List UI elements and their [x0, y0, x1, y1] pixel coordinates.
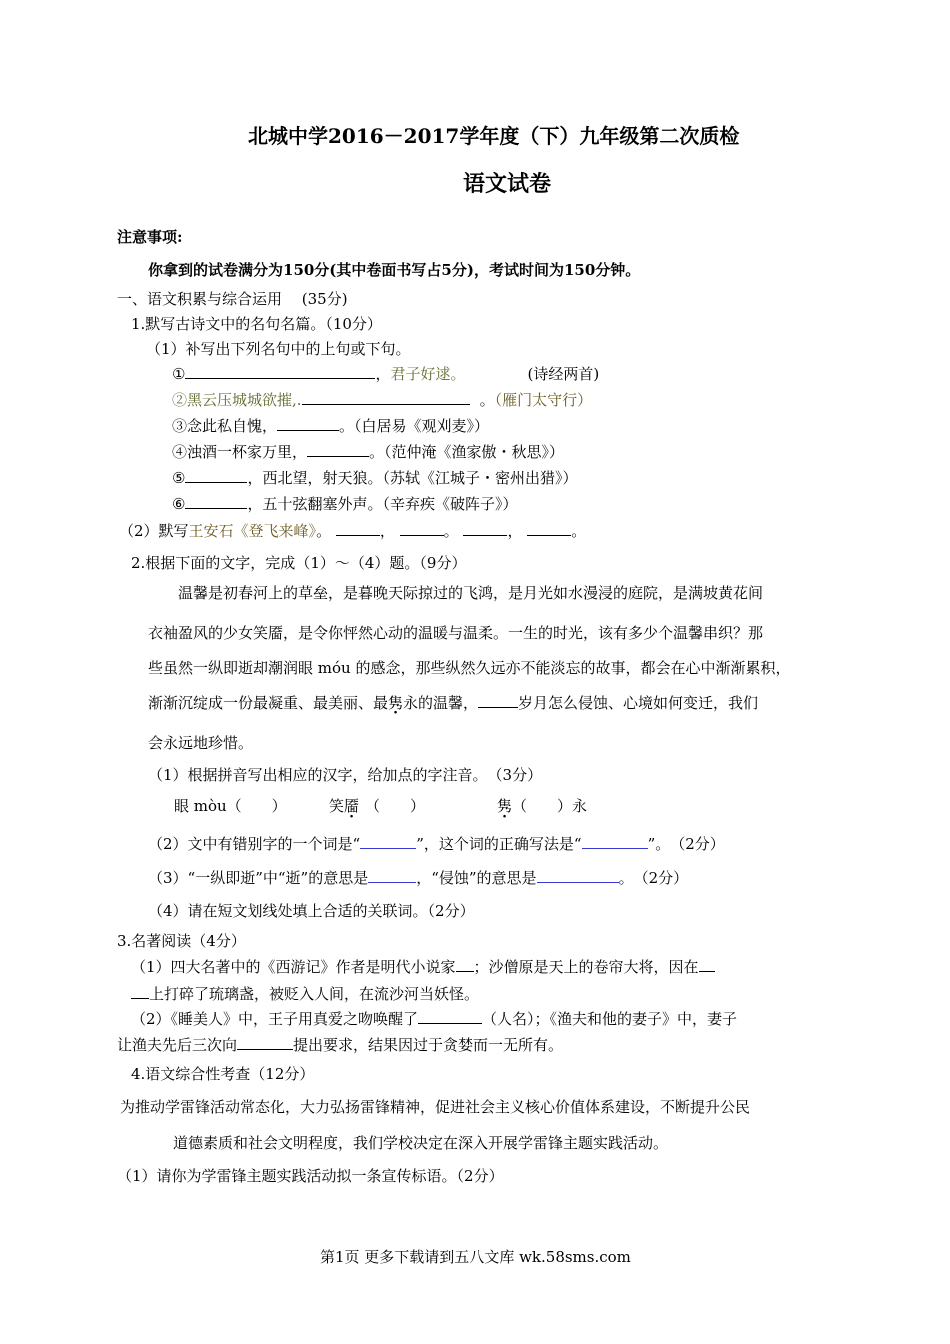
- answer-blank[interactable]: [131, 984, 149, 999]
- answer-blank[interactable]: [336, 521, 380, 536]
- answer-blank[interactable]: [185, 494, 247, 509]
- poem-item-4: ④浊酒一杯家万里， 。（范仲淹《渔家傲・秋思》）: [172, 443, 565, 461]
- pinyin-item-1: 眼 mòu（ ）: [174, 797, 287, 815]
- page-footer: 第1页 更多下载请到五八文库 wk.58sms.com: [320, 1248, 631, 1266]
- exam-school-title: 北城中学2016－2017学年度（下）九年级第二次质检: [248, 124, 740, 148]
- item-number: ⑤: [172, 469, 186, 487]
- poem-item-3: ③念此私自愧， 。（白居易《观刈麦》）: [172, 417, 490, 435]
- given-line: 黑云压城城欲摧,.: [187, 391, 302, 409]
- question-2-sub4: （4）请在短文划线处填上合适的关联词。（2分）: [148, 902, 475, 920]
- question-2-sub3: （3）“一纵即逝”中“逝”的意思是 ，“侵蚀”的意思是 。 （2分）: [148, 869, 689, 887]
- question-3-heading: 3.名著阅读（4分）: [117, 932, 246, 950]
- pinyin-item-3: 隽（ ）永: [497, 797, 588, 815]
- answer-blank[interactable]: [368, 868, 416, 883]
- question-3-part1: （1）四大名著中的《西游记》作者是明代小说家 ；沙僧原是天上的卷帘大将，因在: [131, 957, 715, 977]
- passage-line: 渐渐沉绽成一份最凝重、最美丽、最隽永的温馨， 岁月怎么侵蚀、心境如何变迁，我们: [148, 694, 759, 712]
- poem-item-1: ① ，君子好逑。 (诗经两首): [172, 365, 600, 383]
- question-1-part2: （2）默写王安石《登飞来峰》。 ， 。 ， 。: [119, 522, 587, 540]
- passage-line: 些虽然一纵即逝却潮润眼 móu 的感念，那些纵然久远亦不能淡忘的故事，都会在心中渐渐累积，: [148, 659, 791, 677]
- passage-line: 衣袖盈风的少女笑靥，是令你怦然心动的温暖与温柔。一生的时光，该有多少个温馨串织？那: [148, 624, 764, 642]
- passage-line: 会永远地珍惜。: [148, 734, 254, 752]
- item-number: ⑥: [172, 495, 186, 513]
- item-number: ①: [172, 365, 186, 383]
- question-1-heading: 1.默写古诗文中的名句名篇。（10分）: [131, 315, 382, 333]
- answer-blank[interactable]: [527, 521, 571, 536]
- question-2-heading: 2.根据下面的文字，完成（1）～（4）题。（9分）: [131, 554, 467, 572]
- poem-item-6: ⑥ ，五十弦翻塞外声。（辛弃疾《破阵子》）: [172, 495, 518, 513]
- pinyin-item-2: 笑靥 （ ）: [329, 797, 426, 815]
- poem-item-2: ②黑云压城城欲摧,. 。（雁门太守行）: [172, 391, 593, 409]
- answer-blank[interactable]: [185, 364, 375, 379]
- answer-blank[interactable]: [237, 1035, 293, 1050]
- question-4-intro: 为推动学雷锋活动常态化，大力弘扬雷锋精神，促进社会主义核心价值体系建设，不断提升公民: [120, 1098, 751, 1116]
- poem-item-5: ⑤ ，西北望，射天狼。（苏轼《江城子・密州出猎》）: [172, 469, 578, 487]
- section-heading: 一、语文积累与综合运用 (35分): [117, 290, 348, 308]
- notice-text: 你拿到的试卷满分为150分(其中卷面书写占5分)，考试时间为150分钟。: [148, 261, 641, 279]
- answer-blank[interactable]: [418, 1009, 482, 1024]
- poem-source: (诗经两首): [527, 365, 600, 383]
- answer-blank[interactable]: [307, 442, 369, 457]
- exam-subject-title: 语文试卷: [463, 171, 552, 197]
- answer-blank[interactable]: [302, 390, 470, 405]
- notice-label: 注意事项:: [117, 228, 183, 246]
- question-4-intro-cont: 道德素质和社会文明程度，我们学校决定在深入开展学雷锋主题实践活动。: [173, 1134, 669, 1152]
- answer-blank[interactable]: [185, 468, 247, 483]
- item-number: ④: [172, 443, 188, 461]
- answer-blank[interactable]: [463, 521, 507, 536]
- item-number: ②: [172, 391, 188, 409]
- question-2-sub1: （1）根据拼音写出相应的汉字，给加点的字注音。 （3分）: [148, 766, 543, 784]
- item-number: ③: [172, 417, 188, 435]
- question-3-part1-cont: 上打碎了琉璃盏，被贬入人间，在流沙河当妖怪。: [131, 984, 479, 1004]
- answer-blank[interactable]: [400, 521, 444, 536]
- poem-source: （雁门太守行）: [494, 391, 593, 409]
- question-3-part2-cont: 让渔夫先后三次向 提出要求，结果因过于贪婪而一无所有。: [117, 1036, 564, 1054]
- question-4-sub1: （1）请你为学雷锋主题实践活动拟一条宣传标语。（2分）: [117, 1167, 504, 1185]
- answer-blank[interactable]: [277, 416, 339, 431]
- answer-blank[interactable]: [456, 957, 474, 972]
- question-2-sub2: （2）文中有错别字的一个词是“ ”，这个词的正确写法是“ ”。 （2分）: [148, 835, 725, 853]
- given-line: 君子好逑。: [390, 365, 466, 383]
- poem-title: 王安石《登飞来峰》: [188, 522, 317, 540]
- question-1-part1: （1）补写出下列名句中的上句或下句。: [146, 340, 411, 358]
- question-3-part2: （2）《睡美人》中，王子用真爱之吻唤醒了 （人名）；《渔夫和他的妻子》中，妻子: [131, 1010, 738, 1028]
- answer-blank[interactable]: [537, 868, 619, 883]
- question-4-heading: 4.语文综合性考查（12分）: [131, 1065, 315, 1083]
- answer-blank[interactable]: [582, 834, 648, 849]
- passage-line: 温馨是初春河上的草垒，是暮晚天际掠过的飞鸿，是月光如水漫浸的庭院，是满坡黄花间: [178, 584, 764, 602]
- answer-blank[interactable]: [360, 834, 416, 849]
- answer-blank[interactable]: [478, 693, 518, 708]
- answer-blank[interactable]: [699, 957, 715, 972]
